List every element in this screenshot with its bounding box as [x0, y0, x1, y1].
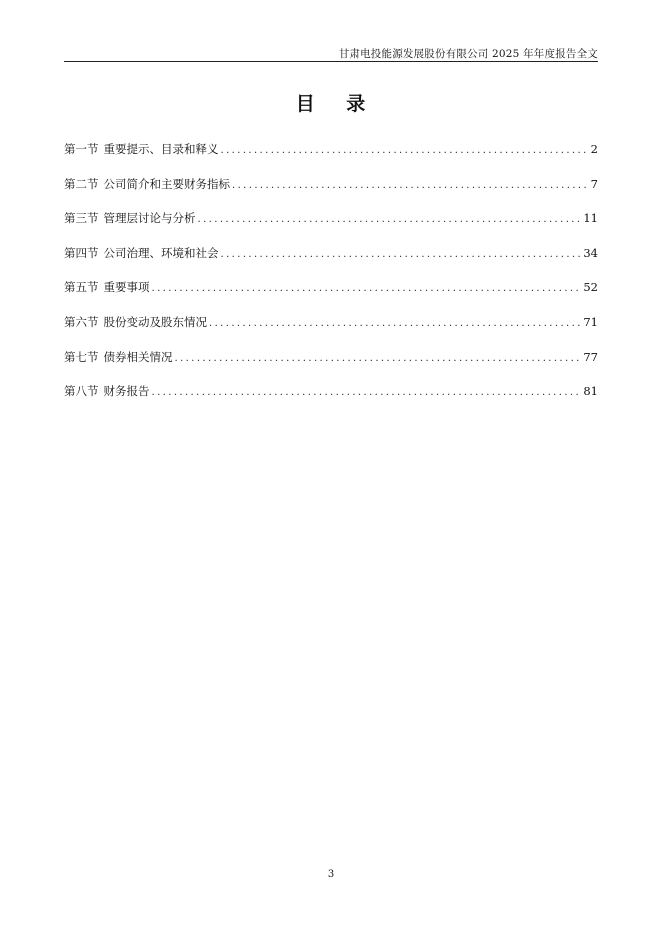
toc-dot-leader — [198, 214, 581, 225]
toc-page-number: 11 — [583, 211, 598, 226]
toc-entry-section-6[interactable] — [64, 314, 598, 349]
toc-page-number: 2 — [590, 142, 598, 156]
toc-dot-leader — [209, 318, 580, 329]
toc-entry-section-7[interactable] — [64, 349, 598, 384]
toc-section-label: 重要提示、目录和释义 — [103, 142, 219, 156]
toc-page-number: 7 — [590, 176, 598, 191]
toc-page-number: 81 — [583, 384, 598, 399]
toc-dot-leader — [152, 283, 581, 294]
toc-section-number: 第二节 — [64, 176, 99, 191]
toc-section-label: 公司治理、环境和社会 — [103, 245, 219, 260]
toc-page-number: 71 — [583, 314, 598, 329]
toc-dot-leader — [232, 180, 588, 191]
toc-section-label: 财务报告 — [103, 384, 150, 399]
page-number: 3 — [327, 869, 335, 880]
toc-entry-section-3[interactable] — [64, 210, 598, 245]
toc-section-label: 重要事项 — [103, 280, 150, 295]
toc-section-number: 第四节 — [64, 245, 99, 260]
toc-section-label: 公司简介和主要财务指标 — [103, 176, 230, 191]
toc-entry-section-4[interactable] — [64, 245, 598, 280]
toc-section-label: 股份变动及股东情况 — [103, 314, 207, 329]
toc-page-number: 77 — [583, 349, 598, 364]
toc-title: 目 录 — [295, 93, 367, 115]
toc-dot-leader — [221, 249, 581, 260]
toc-entry-section-2[interactable] — [64, 176, 598, 211]
toc-section-label: 管理层讨论与分析 — [103, 211, 196, 226]
toc-entry-section-8[interactable] — [64, 383, 598, 418]
toc-section-number: 第一节 — [64, 142, 99, 156]
toc-section-label: 债券相关情况 — [103, 349, 173, 364]
toc-section-number: 第三节 — [64, 211, 99, 226]
report-header-title: 甘肃电投能源发展股份有限公司 2025 年年度报告全文 — [338, 48, 598, 60]
header-divider — [64, 61, 598, 62]
toc-entry-section-1[interactable] — [64, 141, 598, 176]
toc-section-number: 第五节 — [64, 280, 99, 295]
toc-page-number: 34 — [583, 245, 598, 260]
toc-page-number: 52 — [583, 280, 598, 295]
toc-list — [64, 141, 598, 418]
toc-dot-leader — [175, 353, 581, 364]
toc-dot-leader — [221, 145, 588, 156]
toc-section-number: 第六节 — [64, 314, 99, 329]
toc-section-number: 第八节 — [64, 384, 99, 399]
toc-entry-section-5[interactable] — [64, 279, 598, 314]
toc-dot-leader — [152, 387, 581, 398]
toc-section-number: 第七节 — [64, 349, 99, 364]
